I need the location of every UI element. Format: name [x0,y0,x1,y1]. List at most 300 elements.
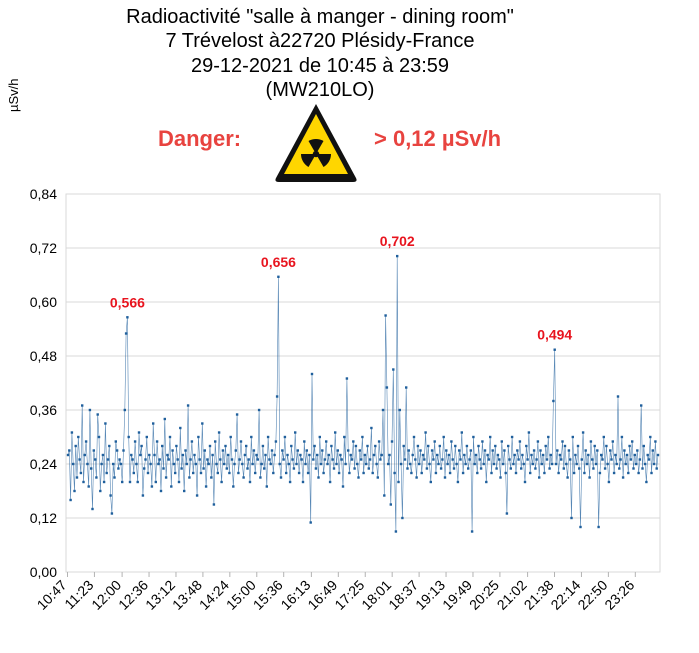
data-point [311,373,313,375]
data-point [618,467,620,469]
data-point [214,440,216,442]
data-point [503,449,505,451]
data-point [623,449,625,451]
data-point [335,463,337,465]
data-point [561,440,563,442]
data-point [573,472,575,474]
data-point [548,467,550,469]
data-point [115,440,117,442]
data-point [257,458,259,460]
data-point [454,445,456,447]
data-point [519,440,521,442]
data-point [289,481,291,483]
data-point [330,445,332,447]
data-point [455,463,457,465]
data-point [232,485,234,487]
x-tick-label: 21:02 [493,576,530,613]
data-point [159,458,161,460]
x-tick-label: 18:37 [385,576,422,613]
data-point [508,458,510,460]
data-point [244,454,246,456]
data-point [563,467,565,469]
data-point [362,472,364,474]
data-point [108,445,110,447]
data-point [475,454,477,456]
data-point [570,517,572,519]
data-point [245,445,247,447]
data-point [641,467,643,469]
data-point [353,467,355,469]
data-point [625,463,627,465]
data-point [591,458,593,460]
data-point [313,445,315,447]
data-point [525,445,527,447]
data-point [479,458,481,460]
data-point [404,458,406,460]
data-point [267,436,269,438]
data-point [233,463,235,465]
data-point [395,530,397,532]
y-tick-label: 0,60 [29,294,57,310]
data-point [477,445,479,447]
x-tick-label: 19:49 [438,576,476,613]
chart-title-line-2: 7 Trévelost à22720 Plésidy-France [165,30,475,52]
data-point [352,440,354,442]
data-point [248,458,250,460]
x-tick-label: 12:36 [115,576,152,613]
danger-label: Danger: [158,126,242,151]
data-point [601,458,603,460]
data-point [424,431,426,433]
data-point [445,449,447,451]
x-tick-label: 19:13 [412,576,449,613]
data-point [382,409,384,411]
data-point [374,445,376,447]
data-point [133,472,135,474]
data-point [490,472,492,474]
data-point [588,476,590,478]
data-point [112,463,114,465]
data-point [266,485,268,487]
data-point [199,458,201,460]
data-point [211,454,213,456]
data-point [621,436,623,438]
data-point [356,463,358,465]
data-point [649,436,651,438]
data-point [529,472,531,474]
data-point [431,449,433,451]
data-point [535,458,537,460]
data-point [361,436,363,438]
data-point [307,472,309,474]
data-point [177,458,179,460]
data-point [293,467,295,469]
data-point [552,400,554,402]
data-point [457,481,459,483]
data-point [372,472,374,474]
y-axis-ticks [30,186,57,580]
data-point [339,454,341,456]
data-point [202,467,204,469]
data-point [581,458,583,460]
data-point [557,472,559,474]
data-point [88,485,90,487]
data-point [572,436,574,438]
data-point [590,440,592,442]
data-point [440,467,442,469]
data-point [377,476,379,478]
data-point [576,463,578,465]
data-point [497,454,499,456]
data-point [201,422,203,424]
data-point [427,445,429,447]
data-point [107,458,109,460]
data-point [539,449,541,451]
data-point [628,445,630,447]
y-tick-label: 0,48 [29,348,57,364]
data-point [523,463,525,465]
y-tick-label: 0,12 [29,510,57,526]
data-point [264,454,266,456]
data-point [648,458,650,460]
data-point [432,458,434,460]
data-point [439,445,441,447]
data-point [333,467,335,469]
data-point [308,454,310,456]
data-point [78,458,80,460]
data-point [543,472,545,474]
data-point [219,458,221,460]
data-point [435,472,437,474]
x-tick-label: 20:25 [465,576,503,613]
data-point [505,472,507,474]
data-point [235,449,237,451]
data-point [80,472,82,474]
data-point [600,454,602,456]
data-point [493,463,495,465]
data-point [401,517,403,519]
x-tick-label: 11:23 [61,576,97,613]
data-point [67,454,69,456]
data-point [69,499,71,501]
x-tick-label: 12:00 [88,576,125,613]
data-point [428,463,430,465]
data-point [205,485,207,487]
data-point [155,481,157,483]
data-point [226,467,228,469]
data-point [443,436,445,438]
data-point [188,476,190,478]
data-point [328,454,330,456]
data-point [237,472,239,474]
data-point [483,463,485,465]
x-tick-label: 17:25 [331,576,368,613]
data-point [599,472,601,474]
data-point [413,436,415,438]
data-point [597,526,599,528]
data-point [388,454,390,456]
data-point [441,458,443,460]
data-point [533,449,535,451]
data-point [437,463,439,465]
data-point [117,467,119,469]
data-point [162,467,164,469]
data-point [195,463,197,465]
data-point [387,463,389,465]
data-point [111,512,113,514]
data-point [430,481,432,483]
data-point [426,467,428,469]
x-tick-label: 10:47 [33,576,70,613]
data-point [281,449,283,451]
data-point [412,454,414,456]
data-point [347,449,349,451]
data-point [106,472,108,474]
data-point [236,413,238,415]
data-point [170,485,172,487]
data-point [224,445,226,447]
data-point [299,454,301,456]
data-point [217,472,219,474]
data-point [436,454,438,456]
data-point [594,445,596,447]
chart-title-line-3: 29-12-2021 de 10:45 à 23:59 [191,55,449,77]
data-point [68,449,70,451]
data-point [161,445,163,447]
data-point [470,449,472,451]
data-point [116,449,118,451]
data-point [463,454,465,456]
data-point [280,476,282,478]
data-point [165,476,167,478]
data-point [200,472,202,474]
data-point [516,449,518,451]
data-point [391,440,393,442]
data-point [532,463,534,465]
data-point [322,472,324,474]
data-point [343,436,345,438]
data-point [166,454,168,456]
data-point [285,472,287,474]
data-point [619,458,621,460]
data-point [125,332,127,334]
data-point [164,418,166,420]
data-point [595,463,597,465]
data-point [384,314,386,316]
data-point [312,458,314,460]
data-point [612,440,614,442]
data-point [173,463,175,465]
data-point [486,454,488,456]
data-point [414,458,416,460]
data-point [614,454,616,456]
data-point [139,454,141,456]
data-point [627,472,629,474]
data-point [466,445,468,447]
data-point [249,481,251,483]
data-point [239,458,241,460]
data-point [579,526,581,528]
data-point [71,431,73,433]
data-point [253,449,255,451]
data-point [255,454,257,456]
data-point [492,449,494,451]
data-point [501,440,503,442]
data-point [218,431,220,433]
radiation-hazard-icon [272,100,360,184]
data-point [183,490,185,492]
data-point [636,449,638,451]
data-point [545,445,547,447]
data-point [302,481,304,483]
data-point [502,463,504,465]
data-point [75,445,77,447]
data-point [301,458,303,460]
data-point [175,445,177,447]
data-point [359,449,361,451]
data-point [291,458,293,460]
data-point [368,467,370,469]
data-point [613,472,615,474]
peak-label: 0,656 [260,253,296,270]
data-point [140,445,142,447]
data-point [365,463,367,465]
data-point [273,454,275,456]
data-point [128,436,130,438]
data-point [511,436,513,438]
data-point [97,413,99,415]
data-point [143,467,145,469]
data-point [215,463,217,465]
x-tick-label: 21:38 [520,576,557,613]
y-tick-label: 0,84 [29,186,57,202]
y-axis-unit-label: µSv/h [6,78,21,112]
data-point [583,472,585,474]
data-point [617,395,619,397]
data-point [160,490,162,492]
data-point [462,472,464,474]
data-point [355,445,357,447]
data-point [585,449,587,451]
data-point [657,454,659,456]
data-point [446,463,448,465]
data-point [434,440,436,442]
data-point [275,440,277,442]
data-point [271,449,273,451]
data-point [157,463,159,465]
data-point [179,427,181,429]
data-point [295,463,297,465]
data-point [551,463,553,465]
data-point [137,481,139,483]
data-point [582,431,584,433]
data-point [373,454,375,456]
data-point [84,454,86,456]
y-tick-label: 0,00 [29,564,57,580]
x-tick-label: 15:36 [249,576,286,613]
data-point [637,472,639,474]
data-point [521,454,523,456]
data-point [397,481,399,483]
data-point [208,463,210,465]
data-point [444,476,446,478]
data-point [596,449,598,451]
data-point [631,440,633,442]
data-point [471,530,473,532]
chart-title-line-1: Radioactivité "salle à manger - dining room" [126,6,514,28]
data-point [241,463,243,465]
x-tick-label: 13:48 [168,576,206,613]
data-point [246,467,248,469]
data-point [290,445,292,447]
x-tick-label: 15:00 [222,576,259,613]
data-point [171,449,173,451]
data-point [279,463,281,465]
peak-label: 0,494 [537,326,573,343]
chart-title-line-4: (MW210LO) [265,79,375,101]
data-point [118,458,120,460]
data-point [263,467,265,469]
data-point [568,449,570,451]
data-point [528,431,530,433]
data-point [144,458,146,460]
data-point [209,445,211,447]
data-point [499,476,501,478]
data-point [135,463,137,465]
data-point [537,440,539,442]
data-point [622,476,624,478]
data-point [174,472,176,474]
data-point [653,463,655,465]
data-point [392,368,394,370]
data-point [109,494,111,496]
data-point [351,458,353,460]
data-point [606,463,608,465]
x-tick-label: 13:12 [141,576,179,613]
data-point [286,454,288,456]
data-point [259,476,261,478]
data-point [408,449,410,451]
data-point [315,467,317,469]
data-point [228,472,230,474]
data-point [609,449,611,451]
data-point [472,436,474,438]
data-point [423,458,425,460]
data-point [370,427,372,429]
data-point [417,445,419,447]
data-point [121,481,123,483]
data-point [480,467,482,469]
data-point [76,476,78,478]
data-point [369,458,371,460]
data-point [381,454,383,456]
data-point [603,436,605,438]
data-point [643,445,645,447]
data-point [534,467,536,469]
data-point [98,436,100,438]
data-point [153,454,155,456]
data-point [213,503,215,505]
data-point [304,463,306,465]
data-point [95,476,97,478]
data-point [86,463,88,465]
data-point [515,472,517,474]
data-point [550,454,552,456]
data-point [178,481,180,483]
data-point [498,458,500,460]
data-point [375,463,377,465]
data-point [464,463,466,465]
